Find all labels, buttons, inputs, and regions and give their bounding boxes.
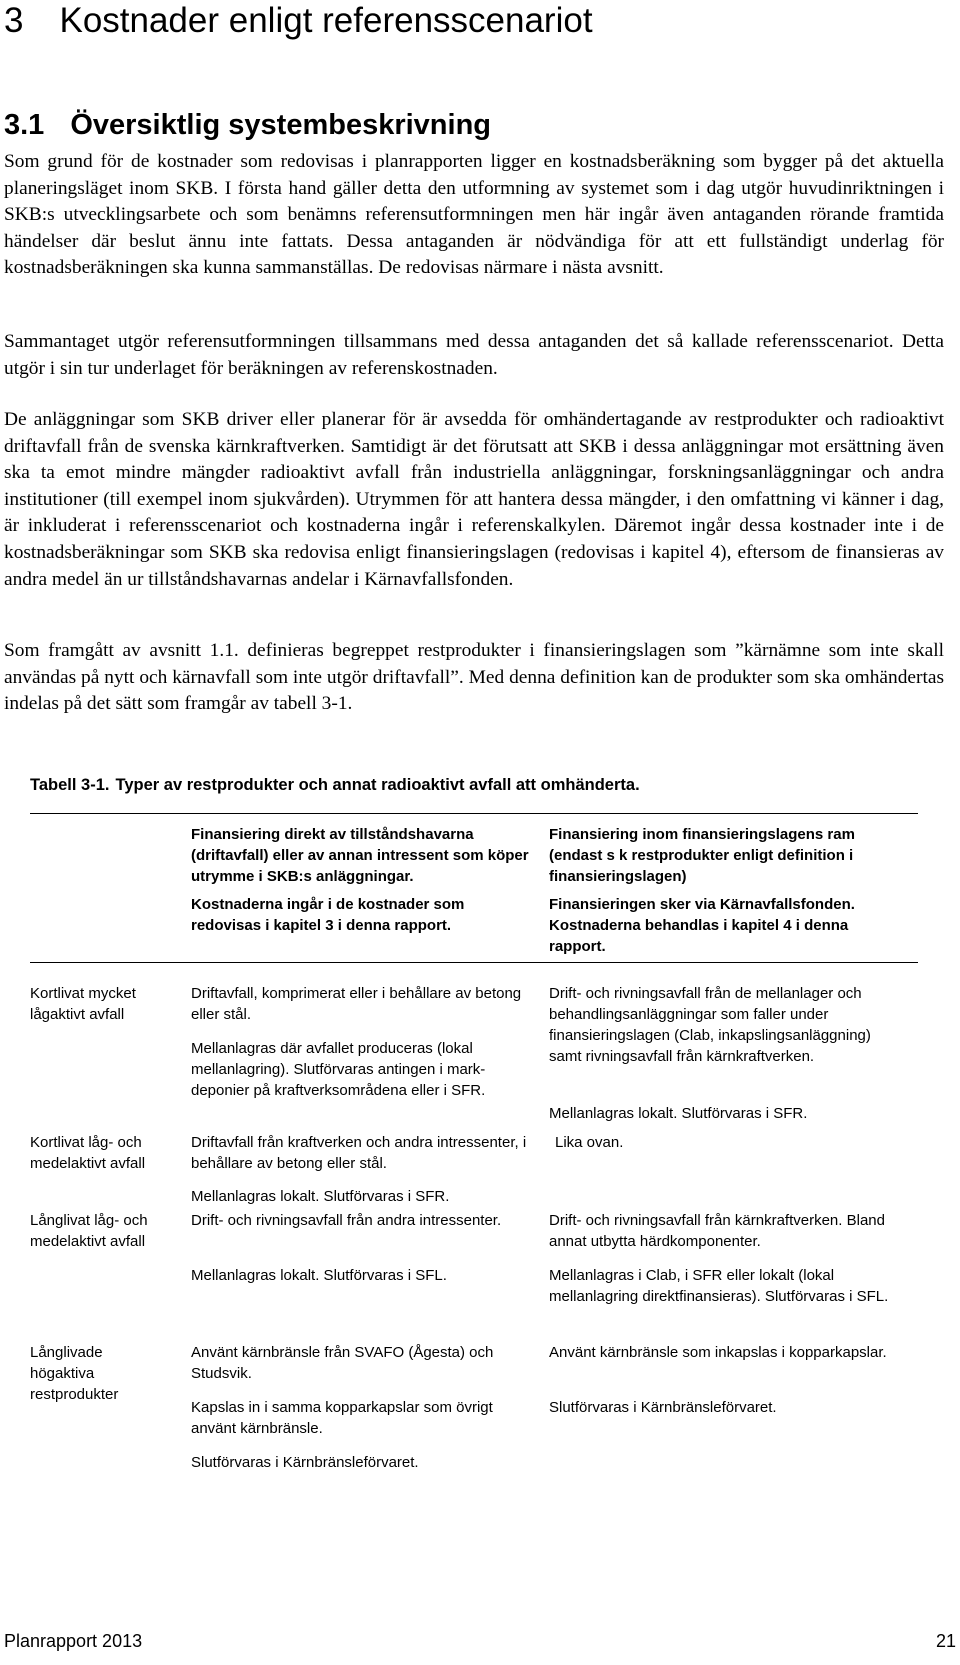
table-caption-text: Typer av restprodukter och annat radioaktivt avfall att omhänderta. [115,776,640,794]
table-header-rule [30,962,918,963]
row2-category: Kortlivat låg- och medelaktivt avfall [30,1134,146,1172]
row1-col2-b: Mellanlagras där avfallet produceras (lokal mellanlagring). Slutförvaras antingen i mark-deponier på kraftverksområdena eller i SFR. [191,1040,486,1099]
row4-col2-c: Slutförvaras i Kärnbränsleförvaret. [191,1454,419,1471]
row1-col3-b: Mellanlagras lokalt. Slutförvaras i SFR. [549,1105,808,1122]
paragraph-2: Sammantaget utgör referensutformningen tillsammans med dessa antaganden det så kallade referensscenariot. Detta utgör i sin tur underlaget för beräkningen av referenskostnaden. [4,331,944,379]
row3-col2-a: Drift- och rivningsavfall från andra intressenter. [191,1212,502,1229]
chapter-title: Kostnader enligt referensscenariot [59,1,593,40]
chapter-number: 3 [4,1,24,40]
row3-category: Långlivat låg- och medelaktivt avfall [30,1212,148,1250]
table-caption [30,776,640,795]
row3-col2-b: Mellanlagras lokalt. Slutförvaras i SFL. [191,1267,447,1284]
header-col2-financing: Finansiering direkt av tillståndshavarna (driftavfall) eller av annan intressent som köper utrymme i SKB:s anläggningar. [191,826,529,885]
row3-col3-b: Mellanlagras i Clab, i SFR eller lokalt (lokal mellanlagring direktfinansieras). Slutförvaras i SFL. [549,1267,889,1305]
row2-col2-b: Mellanlagras lokalt. Slutförvaras i SFR. [191,1188,450,1205]
footer-report-title: Planrapport 2013 [4,1631,143,1651]
header-col2-costs: Kostnaderna ingår i de kostnader som redovisas i kapitel 3 i denna rapport. [191,896,465,934]
section-number: 3.1 [4,109,45,141]
table-caption-label: Tabell 3-1. [30,776,110,794]
row2-col2-a: Driftavfall från kraftverken och andra intressenter, i behållare av betong eller stål. [191,1134,527,1172]
row1-category: Kortlivat mycket lågaktivt avfall [30,985,136,1023]
section-title: Översiktlig systembeskrivning [70,109,492,141]
paragraph-4: Som framgått av avsnitt 1.1. definieras begreppet restprodukter i finansieringslagen som ”kärnämne som inte skall användas på nytt och kärnavfall som inte utgör driftavfall”. Med denna definition kan de produkter som ska omhändertas indelas på det sätt som framgår av tabell 3-1. [4,640,944,715]
row4-col2-a: Använt kärnbränsle från SVAFO (Ågesta) och Studsvik. [191,1344,494,1382]
footer-page-number: 21 [935,1631,956,1651]
table-top-rule [30,813,918,814]
row3-col3-a: Drift- och rivningsavfall från kärnkraftverken. Bland annat utbytta härdkomponenter. [549,1212,885,1250]
row4-col2-b: Kapslas in i samma kopparkapslar som övrigt använt kärnbränsle. [191,1399,493,1437]
chapter-heading [4,0,593,42]
row4-col3-a: Använt kärnbränsle som inkapslas i kopparkapslar. [549,1344,887,1361]
row4-col3-b: Slutförvaras i Kärnbränsleförvaret. [549,1399,777,1416]
paragraph-1: Som grund för de kostnader som redovisas i planrapporten ligger en kostnadsberäkning som bygger på det aktuella planeringsläget inom SKB. I första hand gäller detta den utformning av systemet som i dag utgör huvudinriktningen i SKB:s utvecklingsarbete och som benämns referensutformningen men här ingår även antaganden rörande framtida händelser där beslut ännu inte fattats. Dessa antaganden är nödvändiga för att ett fullständigt underlag för kostnadsberäkningen ska kunna sammanställas. De redovisas närmare i nästa avsnitt. [4,151,944,279]
row1-col2-a: Driftavfall, komprimerat eller i behållare av betong eller stål. [191,985,522,1023]
section-heading [4,107,491,143]
row2-col3-a: Lika ovan. [555,1134,624,1151]
header-col3-financing: Finansiering inom finansieringslagens ram (endast s k restprodukter enligt definition i finansieringslagen) [549,826,855,885]
header-col3-costs: Finansieringen sker via Kärnavfallsfonden. Kostnaderna behandlas i kapitel 4 i denna rapport. [549,896,855,955]
paragraph-3: De anläggningar som SKB driver eller planerar för är avsedda för omhändertagande av restprodukter och radioaktivt driftavfall från de svenska kärnkraftverken. Samtidigt är det förutsatt att SKB i dessa anläggningar mot ersättning även ska ta emot mindre mängder radioaktivt avfall från industriella anläggningar, forskningsanläggningar och andra institutioner (till exempel inom sjukvården). Utrymmen för att hantera dessa mängder, i den omfattning vi känner i dag, är inkluderat i referensscenariot och kostnaderna ingår i referenskalkylen. Däremot ingår dessa kostnader inte i de kostnadsberäkningar som SKB ska redovisa enligt finansieringslagen (redovisas i kapitel 4), eftersom de finansieras av andra medel än ur tillståndshavarnas andelar i Kärnavfallsfonden. [4,409,944,590]
row4-category: Långlivade högaktiva restprodukter [30,1344,119,1403]
row1-col3-a: Drift- och rivningsavfall från de mellanlager och behandlingsanläggningar som faller under finansieringslagen (Clab, inkapslingsanläggning) samt rivningsavfall från kärnkraftverken. [549,985,871,1065]
